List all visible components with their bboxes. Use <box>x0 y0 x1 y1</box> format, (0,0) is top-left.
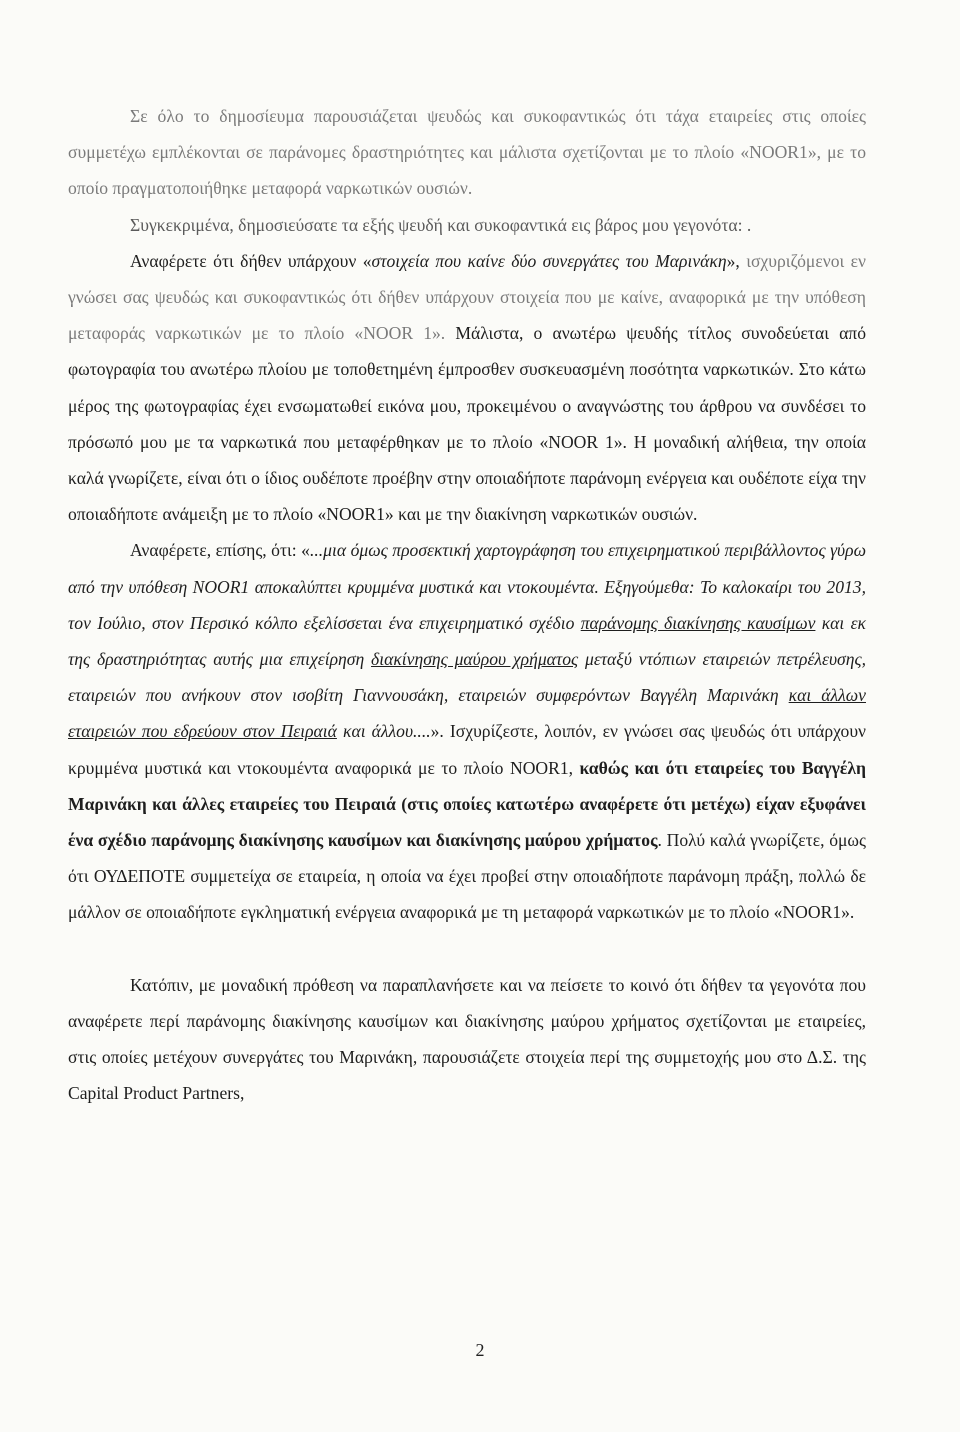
p3-quote: στοιχεία που καίνε δύο συνεργάτες του Μαρινάκη <box>371 250 727 271</box>
paragraph-4 <box>68 532 866 930</box>
p4-quote-part-3: μεταξύ ντόπιων εταιρειών πετρέλευσης, εταιρειών που ανήκουν στον ισοβίτη Γιαννουσάκη, εταιρειών συμφερόντων Βαγγέλη Μαρινάκη <box>68 649 866 706</box>
page-number: 2 <box>475 1340 485 1360</box>
p4-bold-statement: καθώς και ότι εταιρείες του Βαγγέλη Μαρινάκη και άλλες εταιρείες του Πειραιά (στις οποίες κατωτέρω αναφέρετε ότι μετέχω) είχαν εξυφάνει ένα σχέδιο παράνομης διακίνησης καυσίμων και διακίνησης μαύρου χρήματος <box>68 757 866 851</box>
p4-underline-companies: και άλλων εταιρειών που εδρεύουν στον Πειραιά <box>68 685 866 742</box>
paragraph-1: Σε όλο το δημοσίευμα παρουσιάζεται ψευδώς και συκοφαντικώς ότι τάχα εταιρείες στις οποίες συμμετέχω εμπλέκονται σε παράνομες δραστηριότητες και μάλιστα σχετίζονται με το πλοίο «NOOR1», με το οποίο πραγματοποιήθηκε μεταφορά ναρκωτικών ουσιών. <box>68 106 866 199</box>
paragraph-2: Συγκεκριμένα, δημοσιεύσατε τα εξής ψευδή και συκοφαντικά εις βάρος μου γεγονότα: . <box>130 214 752 235</box>
p4-intro: Αναφέρετε, επίσης, ότι: « <box>130 540 310 561</box>
p4-quote <box>68 540 866 741</box>
p4-underline-money: διακίνησης μαύρου χρήματος <box>371 649 579 670</box>
p4-conclusion: . Πολύ καλά γνωρίζετε, όμως ότι ΟΥΔΕΠΟΤΕ συμμετείχα σε εταιρεία, η οποία να έχει προβεί στην οποιαδήποτε παράνομη πράξη, πολλώ δε μάλλον σε οποιαδήποτε εγκληματική ενέργεια αναφορικά με τη μεταφορά ναρκωτικών με το πλοίο «NOOR1». <box>68 830 866 923</box>
paragraph-5: Κατόπιν, με μοναδική πρόθεση να παραπλανήσετε και να πείσετε το κοινό ότι δήθεν τα γεγονότα που αναφέρετε περί παράνομης διακίνησης καυσίμων και διακίνησης μαύρου χρήματος σχετίζονται με εταιρείες, στις οποίες μετέχουν συνεργάτες του Μαρινάκη, παρουσιάζετε στοιχεία περί της συμμετοχής μου στο Δ.Σ. της Capital Product Partners, <box>68 974 866 1104</box>
p3-intro: Αναφέρετε ότι δήθεν υπάρχουν « <box>130 250 372 271</box>
p4-quote-part-2: και εκ της δραστηριότητας αυτής μια επιχείρηση <box>68 612 866 670</box>
p4-quote-part-1: ...μια όμως προσεκτική χαρτογράφηση του επιχειρηματικού περιβάλλοντος γύρω από την υπόθεση NOOR1 αποκαλύπτει κρυμμένα μυστικά και ντοκουμέντα. Εξηγούμεθα: Το καλοκαίρι του 2013, τον Ιούλιο, στον Περσικό κόλπο εξελίσσεται ένα επιχειρηματικό σχέδιο <box>68 540 866 633</box>
p3-body: Μάλιστα, ο ανωτέρω ψευδής τίτλος συνοδεύεται από φωτογραφία του ανωτέρω πλοίου με τοποθετημένη έμπροσθεν συσκευασμένη ποσότητα ναρκωτικών. Στο κάτω μέρος της φωτογραφίας έχει ενσωματωθεί εικόνα μου, προκειμένου ο αναγνώστης του άρθρου να συνδέσει το πρόσωπό μου με τα ναρκωτικά που μεταφέρθηκαν με το πλοίο «NOOR 1». Η μοναδική αλήθεια, την οποία καλά γνωρίζετε, είναι ότι ο ίδιος ουδέποτε προέβην στην οποιαδήποτε παράνομη ενέργεια και ουδέποτε είχα την οποιαδήποτε ανάμειξη με το πλοίο «NOOR1» και με την διακίνηση ναρκωτικών ουσιών. <box>68 323 866 525</box>
p4-quote-part-4: και άλλου.... <box>336 721 431 742</box>
document-body <box>68 98 866 1111</box>
p4-quote-close: ». <box>430 721 444 742</box>
paragraph-3 <box>68 243 866 533</box>
paragraph-gap <box>68 931 866 967</box>
p3-claim: ισχυριζόμενοι εν γνώσει σας ψευδώς και συκοφαντικώς ότι δήθεν υπάρχουν στοιχεία που με καίνε, αναφορικά με την υπόθεση μεταφοράς ναρκωτικών με το πλοίο «NOOR 1». <box>68 250 866 344</box>
p4-claim: Ισχυρίζεστε, λοιπόν, εν γνώσει σας ψευδώς ότι υπάρχουν κρυμμένα μυστικά και ντοκουμέντα αναφορικά με το πλοίο NOOR1, <box>68 721 867 778</box>
p3-quote-close: », <box>726 250 740 271</box>
p4-underline-fuel: παράνομης διακίνησης καυσίμων <box>580 612 816 633</box>
